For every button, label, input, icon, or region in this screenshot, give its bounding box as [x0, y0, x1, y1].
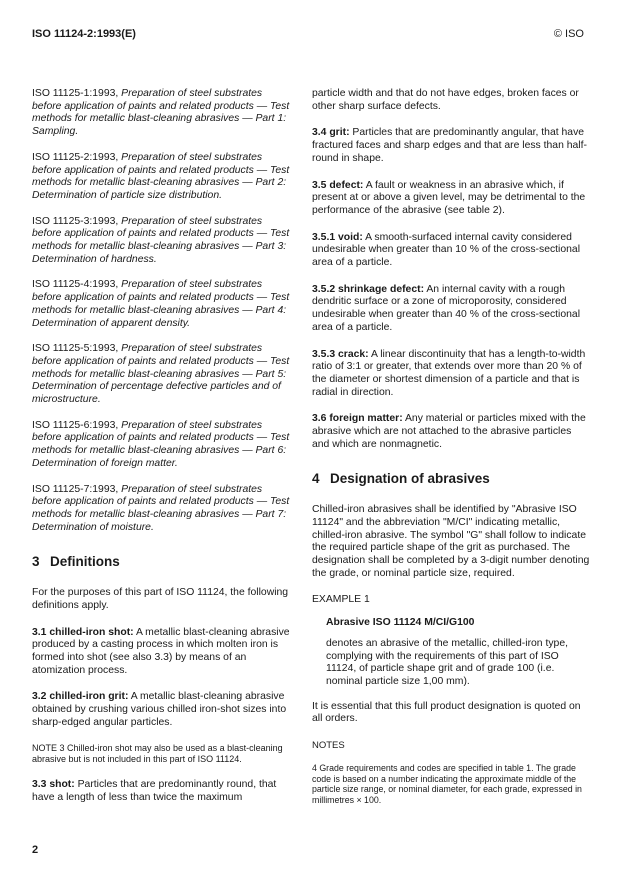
definition-3-5-2: 3.5.2 shrinkage defect: An internal cavity with a rough dendritic surface or a zone of microporosity, considered undesirable when greater than 40 % of the cross-sectional area of a particle.	[312, 283, 581, 333]
reference-item: ISO 11125-7:1993, Preparation of steel substrates before application of paints and related products — Test methods for metallic blast-cleaning abrasives — Part 7: Determination of moisture.	[32, 483, 290, 533]
reference-item: ISO 11125-4:1993, Preparation of steel substrates before application of paints and related products — Test methods for metallic blast-cleaning abrasives — Part 4: Determination of apparent density.	[32, 279, 290, 329]
section-4-paragraph: Chilled-iron abrasives shall be identified by "Abrasive ISO 11124" and the abbreviation "M/CI" indicating metallic, chilled-iron abrasive. The symbol "G" shall follow to indicate the required particle shape of the grit as purchased. The designation shall be completed by a 3-digit number denoting the grade, or nominal particle size, required.	[312, 504, 590, 579]
definition-3-2: 3.2 chilled-iron grit: A metallic blast-cleaning abrasive obtained by crushing various chilled iron-shot sizes into sharp-edged angular particles.	[32, 691, 287, 728]
section-4-paragraph-2: It is essential that this full product designation is quoted on all orders.	[312, 700, 581, 725]
definition-3-5: 3.5 defect: A fault or weakness in an abrasive which, if present at or above a given level, may be detrimental to the performance of the abrasive (see table 2).	[312, 179, 586, 216]
example-designation: Abrasive ISO 11124 M/CI/G100	[326, 617, 475, 629]
page-number: 2	[32, 844, 39, 856]
definition-3-3: 3.3 shot: Particles that are predominantly round, that have a length of less than twice the maximum	[32, 779, 277, 804]
copyright-mark: © ISO	[553, 28, 584, 40]
reference-item: ISO 11125-2:1993, Preparation of steel substrates before application of paints and related products — Test methods for metallic blast-cleaning abrasives — Part 2: Determination of particle size distribution.	[32, 151, 290, 201]
right-column	[312, 88, 590, 806]
note-3: NOTE 3 Chilled-iron shot may also be used as a blast-cleaning abrasive but is not included in this part of ISO 11124.	[32, 743, 283, 765]
left-column	[32, 88, 292, 819]
section-3-heading: 3 Definitions	[32, 554, 120, 570]
reference-item: ISO 11125-6:1993, Preparation of steel substrates before application of paints and related products — Test methods for metallic blast-cleaning abrasives — Part 6: Determination of foreign matter.	[32, 419, 290, 469]
definition-3-4: 3.4 grit: Particles that are predominantly angular, that have fractured faces and sharp edges and that are less than half-round in shape.	[312, 127, 587, 164]
example-description: denotes an abrasive of the metallic, chilled-iron type, complying with the requirements of this part of ISO 11124, of particle shape grit and of grade 100 (i.e. nominal particle size 1,00 mm).	[326, 637, 569, 687]
definition-3-5-1: 3.5.1 void: A smooth-surfaced internal cavity considered undesirable when greater than 10 % of the cross-sectional area of a particle.	[312, 231, 581, 269]
definition-3-1: 3.1 chilled-iron shot: A metallic blast-cleaning abrasive produced by a casting process in which molten iron is formed into shot (see also 3.3) by means of an atomization process.	[32, 626, 290, 676]
document-id: ISO 11124-2:1993(E)	[32, 28, 136, 40]
definition-3-5-3: 3.5.3 crack: A linear discontinuity that has a length-to-width ratio of 3:1 or greater, that extends over more than 20 % of the diameter or shortest dimension of a particle and that is radial in direction.	[312, 348, 586, 398]
definition-3-3-continued: particle width and that do not have edges, broken faces or other sharp surface defects.	[312, 88, 579, 112]
reference-item: ISO 11125-3:1993, Preparation of steel substrates before application of paints and related products — Test methods for metallic blast-cleaning abrasives — Part 3: Determination of hardness.	[32, 215, 290, 265]
section-3-intro: For the purposes of this part of ISO 11124, the following definitions apply.	[32, 587, 289, 611]
reference-item: ISO 11125-5:1993, Preparation of steel substrates before application of paints and related products — Test methods for metallic blast-cleaning abrasives — Part 5: Determination of percentage defective particles and of microstructure.	[32, 343, 290, 406]
section-4-heading: 4 Designation of abrasives	[312, 471, 490, 487]
definition-3-6: 3.6 foreign matter: Any material or particles mixed with the abrasive which are not attached to the abrasive particles and which are nonmagnetic.	[312, 413, 586, 450]
example-label: EXAMPLE 1	[312, 594, 370, 606]
reference-item: ISO 11125-1:1993, Preparation of steel substrates before application of paints and related products — Test methods for metallic blast-cleaning abrasives — Part 1: Sampling.	[32, 88, 290, 138]
notes-label: NOTES	[312, 740, 345, 752]
note-4: 4 Grade requirements and codes are specified in table 1. The grade code is based on a number indicating the approximate middle of the particle size range, or nominal diameter, for each grade, expressed in millimetres × 100.	[312, 762, 582, 806]
